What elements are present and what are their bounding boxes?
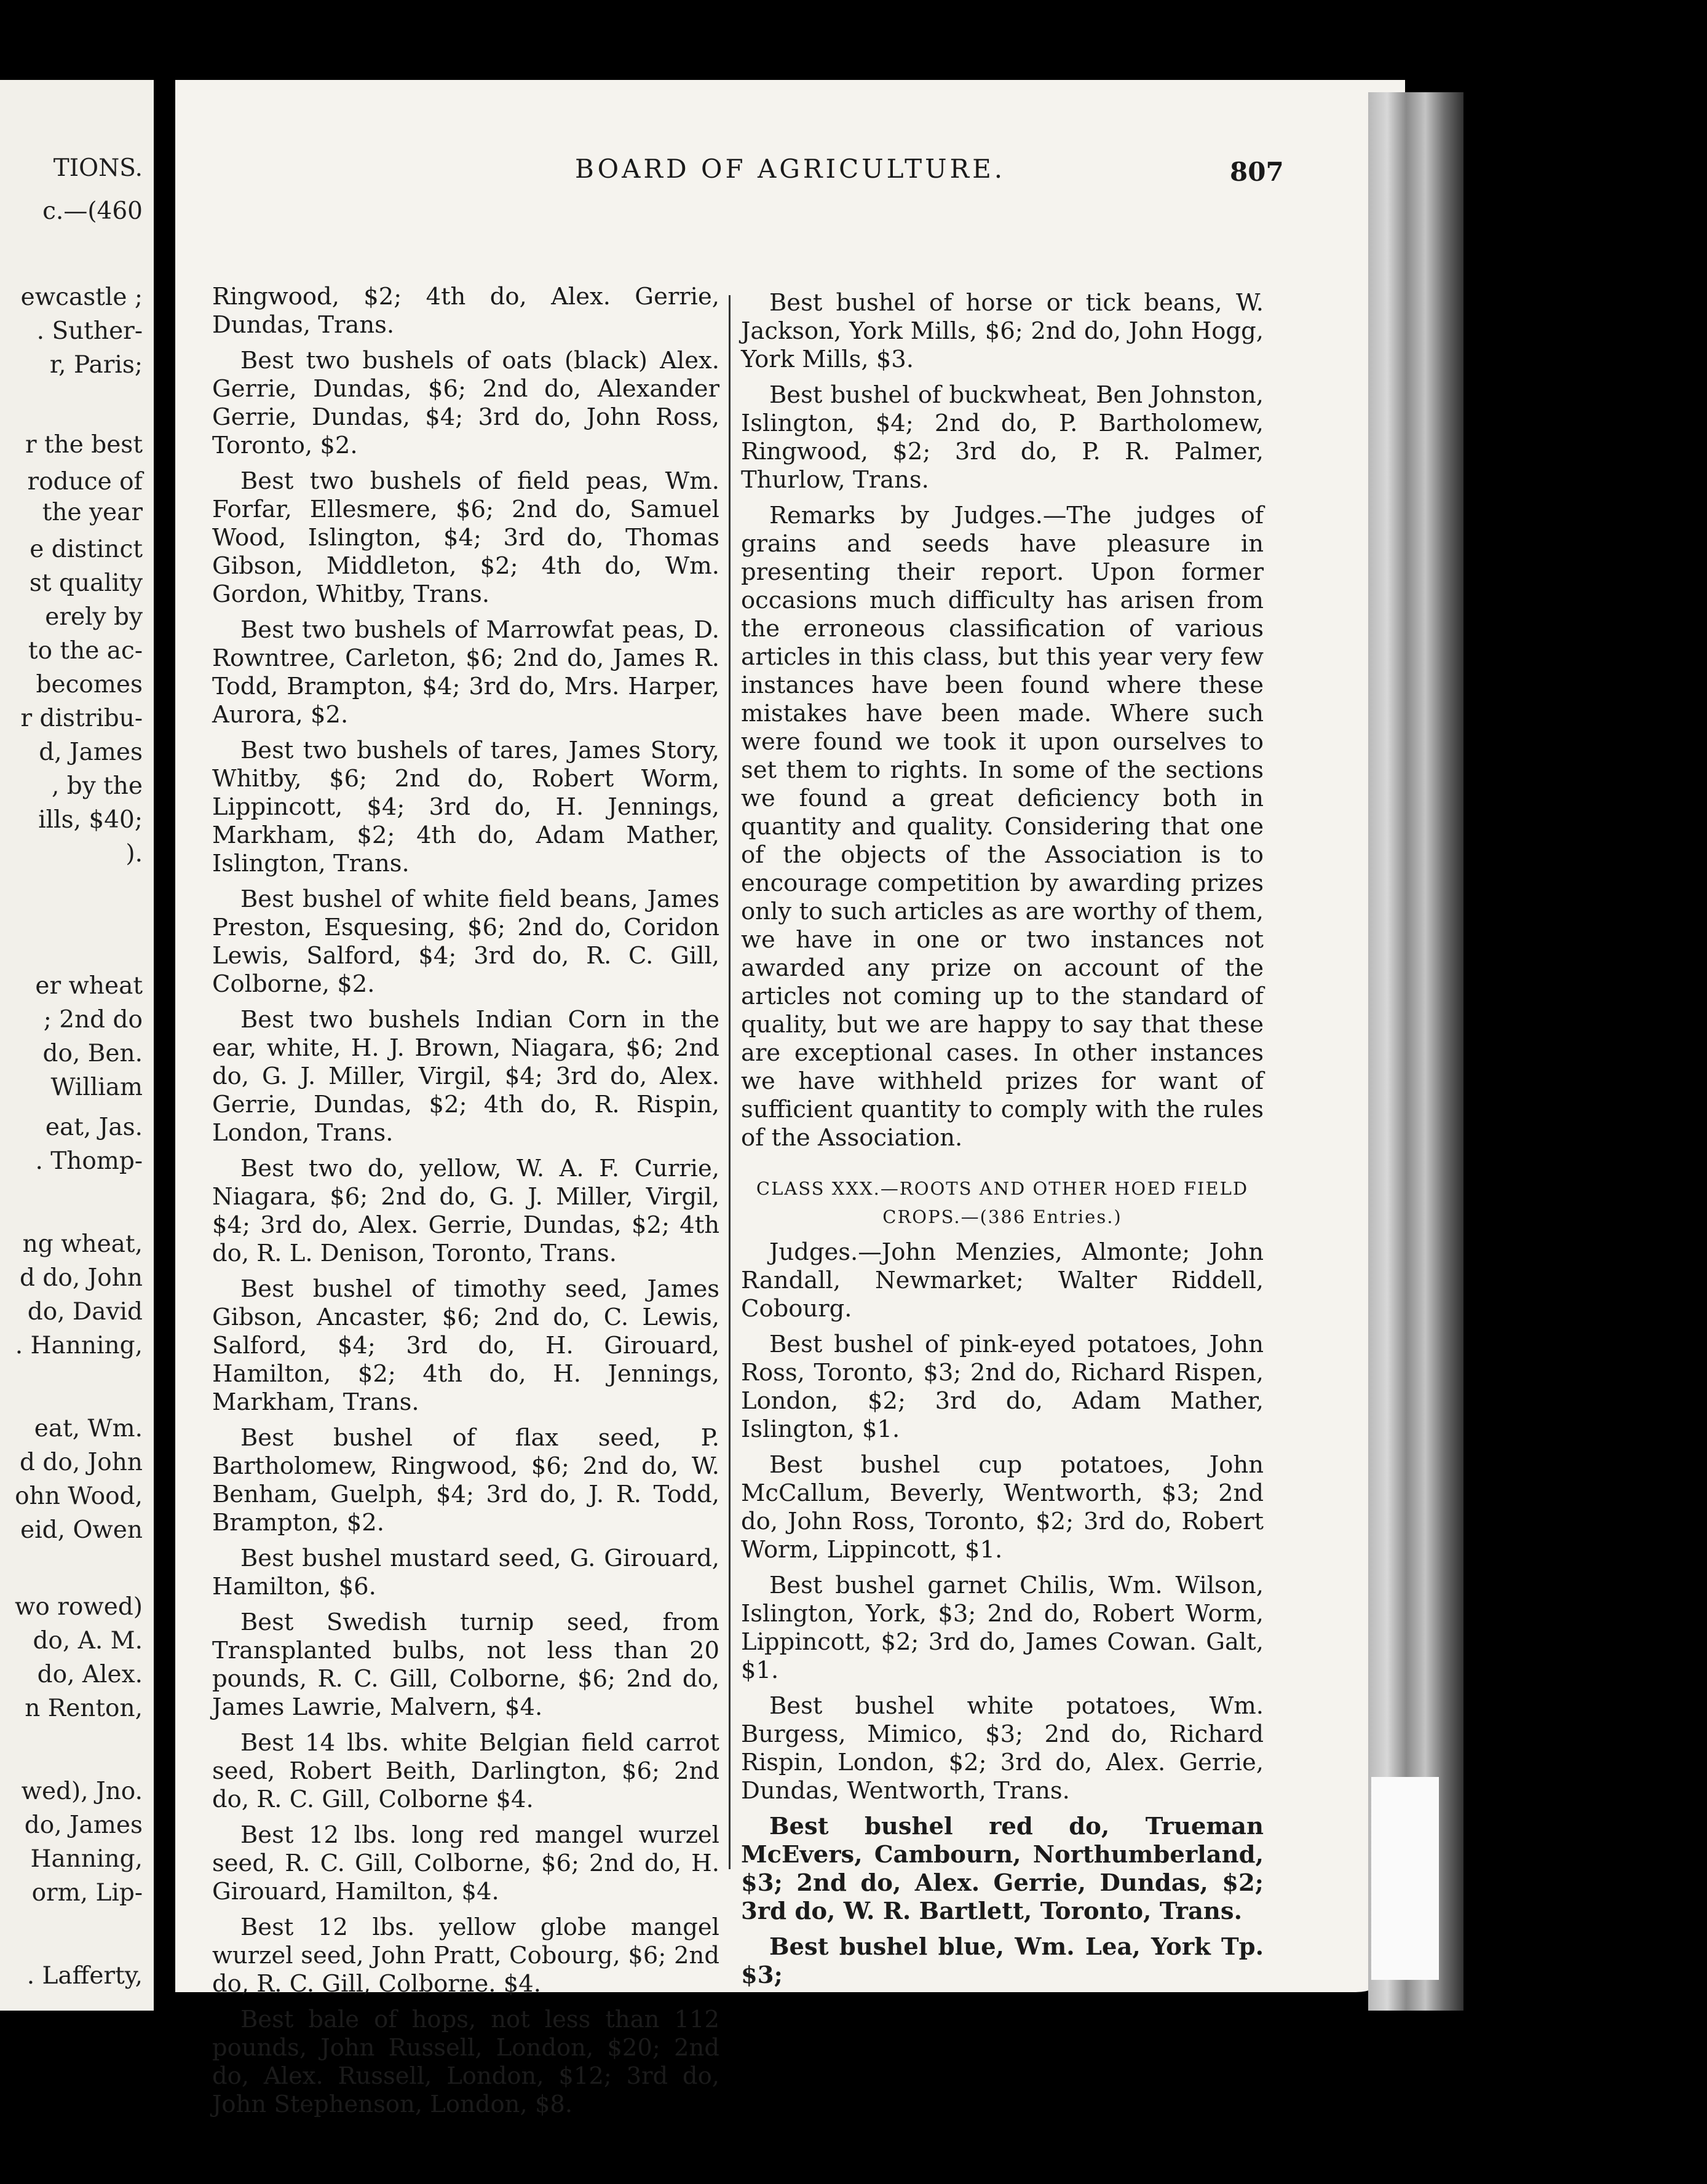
left-page-line: ohn Wood, xyxy=(15,1482,143,1510)
left-page-line: orm, Lip- xyxy=(31,1879,143,1907)
paragraph: Ringwood, $2; 4th do, Alex. Gerrie, Dundas, Trans. xyxy=(212,283,719,339)
left-page-line: do, A. M. xyxy=(33,1627,143,1655)
left-page-line: do, Alex. xyxy=(37,1661,143,1688)
paragraph: Best bale of hops, not less than 112 pounds, John Russell, London, $20; 2nd do, Alex. Russell, London, $12; 3rd do, John Stephenson, London, $8. xyxy=(212,2006,719,2118)
class-heading: CLASS XXX.—ROOTS AND OTHER HOED FIELD CROPS.—(386 Entries.) xyxy=(756,1178,1249,1227)
paragraph: Best bushel red do, Trueman McEvers, Cambourn, Northumberland, $3; 2nd do, Alex. Gerrie, Dundas, $2; 3rd do, W. R. Bartlett, Toronto, Trans. xyxy=(741,1813,1264,1925)
paragraph: Best two do, yellow, W. A. F. Currie, Niagara, $6; 2nd do, G. J. Miller, Virgil, $4; 3rd do, Alex. Gerrie, Dundas, $2; 4th do, R. L. Denison, Toronto, Trans. xyxy=(212,1155,719,1267)
paragraph: Best Swedish turnip seed, from Transplanted bulbs, not less than 20 pounds, R. C. Gill, Colborne, $6; 2nd do, James Lawrie, Malvern, $4. xyxy=(212,1608,719,1721)
paragraph: Best bushel of horse or tick beans, W. Jackson, York Mills, $6; 2nd do, John Hogg, York Mills, $3. xyxy=(741,289,1264,373)
left-page-line: Hanning, xyxy=(30,1845,143,1873)
left-page-line: do, Ben. xyxy=(42,1040,143,1067)
right-column xyxy=(741,289,1264,1997)
left-page-line: c.—(460 xyxy=(42,197,143,225)
left-page-line: . Suther- xyxy=(36,317,143,345)
page-number: 807 xyxy=(1230,157,1284,187)
left-page-line: r the best xyxy=(25,431,143,459)
column-divider xyxy=(729,295,731,1869)
left-page-line: e distinct xyxy=(30,536,143,563)
left-page-line: , by the xyxy=(51,772,143,800)
paragraph: Best bushel of timothy seed, James Gibson, Ancaster, $6; 2nd do, C. Lewis, Salford, $4; 3rd do, H. Girouard, Hamilton, $2; 4th do, H. Jennings, Markham, Trans. xyxy=(212,1275,719,1416)
left-page-line: wed), Jno. xyxy=(21,1778,143,1805)
paragraph: Best bushel of buckwheat, Ben Johnston, Islington, $4; 2nd do, P. Bartholomew, Ringwood, $2; 3rd do, P. R. Palmer, Thurlow, Trans. xyxy=(741,381,1264,494)
judges-remarks: Remarks by Judges.—The judges of grains and seeds have pleasure in presenting their report. Upon former occasions much difficulty has arisen from the erroneous classification of various articles in this class, but this year very few instances have been found where these mistakes have been made. Where such were found we took it upon ourselves to set them to rights. In some of the sections we found a great deficiency both in quantity and quality. Considering that one of the objects of the Association is to encourage competition by awarding prizes only to such articles as are worthy of them, we have in one or two instances not awarded any prize on account of the articles not coming up to the standard of quality, but we are happy to say that these are exceptional cases. In other instances we have withheld prizes for want of sufficient quantity to comply with the rules of the Association. xyxy=(741,502,1264,1152)
left-page-line: . Thomp- xyxy=(35,1147,143,1175)
left-page-line: wo rowed) xyxy=(14,1593,143,1621)
paragraph: Best bushel of white field beans, James Preston, Esquesing, $6; 2nd do, Coridon Lewis, Salford, $4; 3rd do, R. C. Gill, Colborne, $2. xyxy=(212,885,719,998)
paragraph: Best two bushels of field peas, Wm. Forfar, Ellesmere, $6; 2nd do, Samuel Wood, Islington, $4; 3rd do, Thomas Gibson, Middleton, $2; 4th do, Wm. Gordon, Whitby, Trans. xyxy=(212,467,719,608)
paragraph: Best 12 lbs. long red mangel wurzel seed, R. C. Gill, Colborne, $6; 2nd do, H. Girouard, Hamilton, $4. xyxy=(212,1821,719,1905)
left-page-line: eat, Jas. xyxy=(45,1114,143,1141)
paragraph: Best bushel white potatoes, Wm. Burgess, Mimico, $3; 2nd do, Richard Rispin, London, $2; 3rd do, Alex. Gerrie, Dundas, Wentworth, Trans. xyxy=(741,1692,1264,1805)
paragraph: Best two bushels Indian Corn in the ear, white, H. J. Brown, Niagara, $6; 2nd do, G. J. Miller, Virgil, $4; 3rd do, Alex. Gerrie, Dundas, $2; 4th do, R. Rispin, London, Trans. xyxy=(212,1006,719,1147)
left-page-line: roduce of xyxy=(27,468,143,496)
left-page-line: to the ac- xyxy=(28,637,143,665)
left-page-line: r, Paris; xyxy=(49,351,143,379)
paragraph: Best bushel garnet Chilis, Wm. Wilson, Islington, York, $3; 2nd do, Robert Worm, Lippincott, $2; 3rd do, James Cowan. Galt, $1. xyxy=(741,1572,1264,1684)
running-header: BOARD OF AGRICULTURE. xyxy=(575,154,1006,184)
left-page-line: . Hanning, xyxy=(15,1332,143,1359)
left-page-line: the year xyxy=(42,499,143,526)
left-page-line: . Lafferty, xyxy=(26,1962,143,1990)
left-page-line: do, David xyxy=(27,1298,143,1326)
left-page-line: erely by xyxy=(45,603,143,631)
paragraph: Best two bushels of tares, James Story, Whitby, $6; 2nd do, Robert Worm, Lippincott, $4; 3rd do, H. Jennings, Markham, $2; 4th do, Adam Mather, Islington, Trans. xyxy=(212,737,719,877)
paragraph: Best bushel blue, Wm. Lea, York Tp. $3; xyxy=(741,1933,1264,1989)
left-page-line: do, James xyxy=(24,1811,143,1839)
left-page-line: becomes xyxy=(36,671,143,698)
paragraph: Best 14 lbs. white Belgian field carrot seed, Robert Beith, Darlington, $6; 2nd do, R. C. Gill, Colborne $4. xyxy=(212,1729,719,1813)
left-page-line: d do, John xyxy=(20,1449,143,1476)
paragraph: Best bushel cup potatoes, John McCallum, Beverly, Wentworth, $3; 2nd do, John Ross, Toronto, $2; 3rd do, Robert Worm, Lippincott, $1. xyxy=(741,1451,1264,1564)
left-page-line: st quality xyxy=(29,569,143,597)
left-page-line: ills, $40; xyxy=(38,806,143,834)
left-page-line: d do, John xyxy=(20,1264,143,1292)
left-page-line: eat, Wm. xyxy=(34,1415,143,1442)
left-page-line: ; 2nd do xyxy=(43,1006,143,1034)
left-page-fragment xyxy=(0,80,154,2011)
paragraph: Best two bushels of Marrowfat peas, D. Rowntree, Carleton, $6; 2nd do, James R. Todd, Brampton, $4; 3rd do, Mrs. Harper, Aurora, $2. xyxy=(212,616,719,729)
left-page-line: ewcastle ; xyxy=(20,283,143,311)
left-page-line: William xyxy=(50,1074,143,1101)
left-page-line: ng wheat, xyxy=(22,1230,143,1258)
left-page-line: er wheat xyxy=(35,972,143,1000)
left-page-line: ). xyxy=(125,840,143,868)
left-page-line: n Renton, xyxy=(25,1695,143,1722)
judges-list: Judges.—John Menzies, Almonte; John Randall, Newmarket; Walter Riddell, Cobourg. xyxy=(741,1238,1264,1323)
paragraph: Best bushel of pink-eyed potatoes, John Ross, Toronto, $3; 2nd do, Richard Rispen, London, $2; 3rd do, Adam Mather, Islington, $1. xyxy=(741,1331,1264,1443)
page-tab xyxy=(1371,1777,1439,1980)
left-column xyxy=(212,283,719,2126)
paragraph: Best 12 lbs. yellow globe mangel wurzel seed, John Pratt, Cobourg, $6; 2nd do, R. C. Gill, Colborne. $4. xyxy=(212,1913,719,1998)
paragraph: Best two bushels of oats (black) Alex. Gerrie, Dundas, $6; 2nd do, Alexander Gerrie, Dundas, $4; 3rd do, John Ross, Toronto, $2. xyxy=(212,347,719,459)
book-edge xyxy=(1368,92,1463,2011)
paragraph: Best bushel mustard seed, G. Girouard, Hamilton, $6. xyxy=(212,1545,719,1600)
left-page-line: r distribu- xyxy=(20,705,143,732)
left-page-line: d, James xyxy=(39,738,143,766)
left-page-line: eid, Owen xyxy=(20,1516,143,1544)
left-page-line: TIONS. xyxy=(53,154,143,182)
paragraph: Best bushel of flax seed, P. Bartholomew, Ringwood, $6; 2nd do, W. Benham, Guelph, $4; 3rd do, J. R. Todd, Brampton, $2. xyxy=(212,1424,719,1537)
